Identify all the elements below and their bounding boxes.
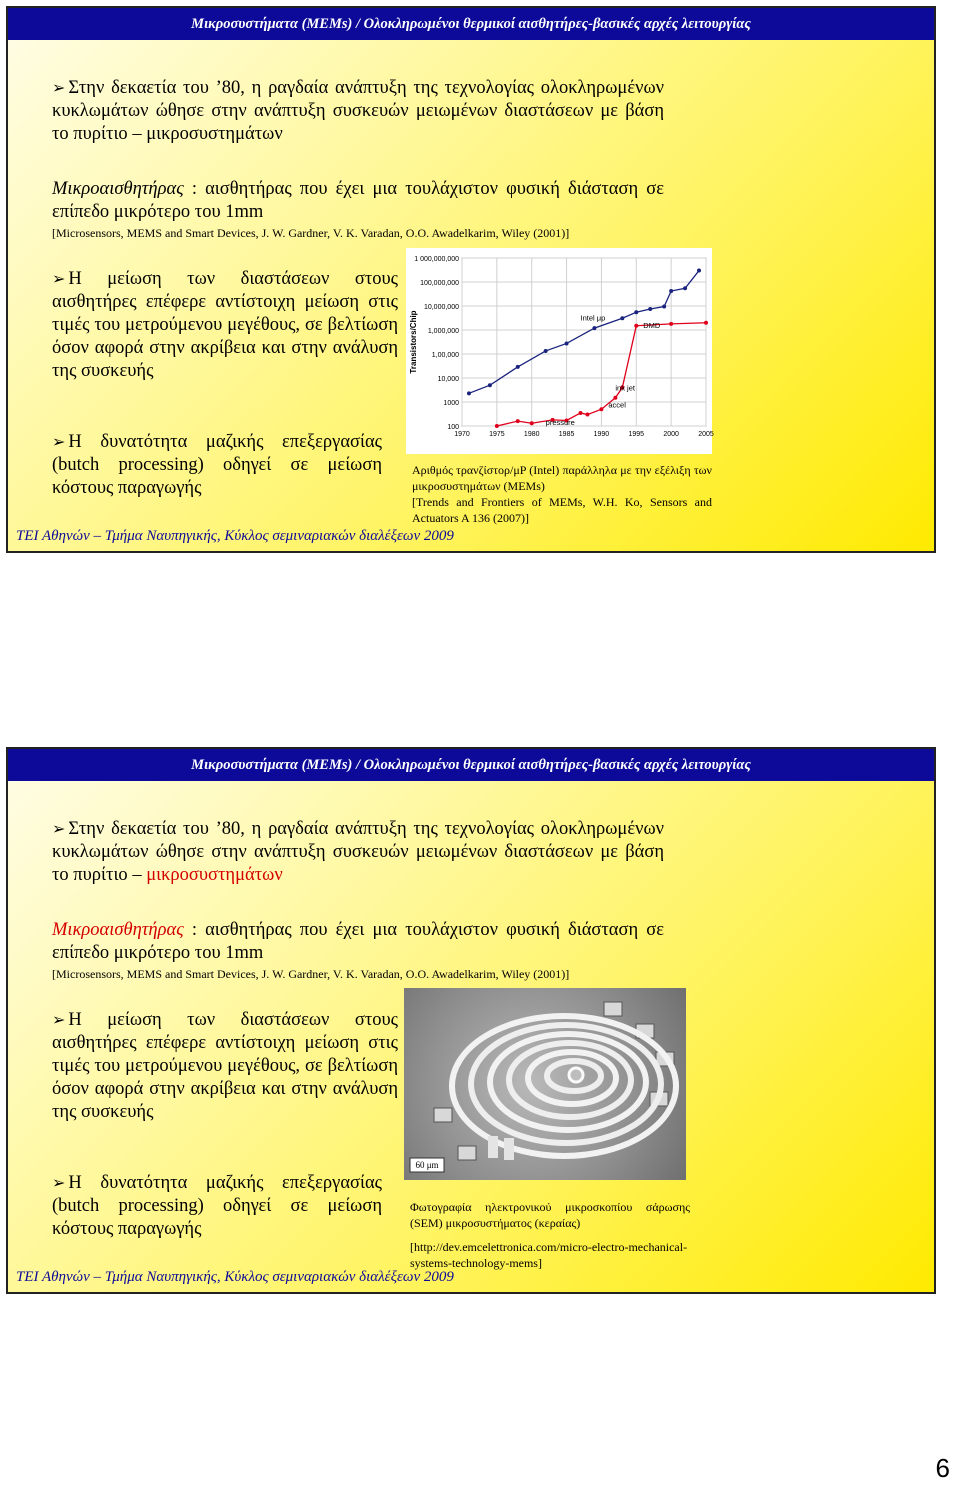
x-tick-label: 1995	[628, 431, 645, 438]
microsystems-highlight: μικροσυστημάτων	[146, 865, 283, 885]
data-point	[530, 421, 534, 425]
data-point	[648, 307, 652, 311]
paragraph-reduction: ➢ Η μείωση των διαστάσεων στους αισθητήρες επέφερε αντίστοιχη μείωση στις τιμές του μετρούμενου μεγέθους, σε βελτίωση όσον αφορά στην ακρίβεια και στην ανάλυση της συσκευής	[52, 269, 398, 381]
microsensor-definition: : αισθητήρας που έχει μια τουλάχιστον φυσική διάσταση σε επίπεδο μικρότερο του 1mm	[52, 179, 665, 222]
y-tick-label: 100,000,000	[420, 280, 459, 287]
sem-caption: Φωτογραφία ηλεκτρονικού μικροσκοπίου σάρωσης (SEM) μικροσυστήματος (κεραίας) [http://dev.emcelettronica.com/micro-electro-mechanical-systems-technology-mems]	[410, 1200, 690, 1270]
slide-footer: ΤΕΙ Αθηνών – Τμήμα Ναυπηγικής, Κύκλος σεμιναριακών διαλέξεων 2009	[16, 528, 454, 544]
data-point	[704, 321, 708, 325]
y-tick-label: 1 000,000,000	[414, 256, 459, 263]
data-point	[669, 289, 673, 293]
y-tick-label: 100	[447, 424, 459, 431]
data-point	[697, 269, 701, 273]
chart-annotation: ink jet	[615, 383, 635, 393]
data-point	[613, 396, 617, 400]
y-tick-label: 1000	[443, 400, 459, 407]
x-tick-label: 2000	[663, 431, 679, 438]
paragraph-reduction: ➢ Η μείωση των διαστάσεων στους αισθητήρες επέφερε αντίστοιχη μείωση στις τιμές του μετρούμενου μεγέθους, σε βελτίωση όσον αφορά στην ακρίβεια και στην ανάλυση της συσκευής	[52, 1010, 398, 1122]
x-tick-label: 1975	[489, 431, 505, 438]
data-point	[516, 419, 520, 423]
dash-text: –	[132, 865, 142, 885]
data-point	[669, 322, 673, 326]
chart-annotation: accel	[608, 400, 626, 410]
chart-annotation: Intel μp	[580, 313, 606, 323]
data-point	[488, 383, 492, 387]
data-point	[634, 324, 638, 328]
reference-gardner: [Microsensors, MEMS and Smart Devices, J. W. Gardner, V. K. Varadan, O.O. Awadelkarim, Wiley (2001)]	[52, 226, 570, 240]
microsensor-term: Μικροαισθητήρας	[52, 179, 184, 199]
y-tick-label: 10,000,000	[423, 304, 459, 311]
chart-annotation: DMD	[643, 321, 661, 331]
x-tick-label: 1990	[593, 431, 610, 438]
plot-area	[462, 258, 706, 426]
microsensor-definition: : αισθητήρας που έχει μια τουλάχιστον φυσική διάσταση σε επίπεδο μικρότερο του 1mm	[52, 920, 665, 963]
data-point	[565, 341, 569, 345]
y-tick-label: 1,000,000	[427, 328, 459, 335]
paragraph-microsensor	[52, 919, 664, 965]
paragraph-batch: ➢ Η δυνατότητα μαζικής επεξεργασίας (butch processing) οδηγεί σε μείωση κόστους παραγωγής	[52, 432, 382, 498]
slide-header: Μικροσυστήματα (MEMs) / Ολοκληρωμένοι θερμικοί αισθητήρες-βασικές αρχές λειτουργίας	[8, 749, 934, 781]
arrow-bullet-icon: ➢	[52, 1173, 66, 1192]
page-number: 6	[935, 1453, 950, 1483]
scale-bar-label: 60 μm	[415, 1160, 439, 1170]
data-point	[585, 413, 589, 417]
data-point	[599, 407, 603, 411]
chart-annotation: pressure	[545, 418, 575, 428]
x-tick-label: 1985	[558, 431, 575, 438]
data-point	[579, 411, 583, 415]
paragraph-batch: ➢ Η δυνατότητα μαζικής επεξεργασίας (butch processing) οδηγεί σε μείωση κόστους παραγωγής	[52, 1173, 382, 1239]
data-point	[683, 286, 687, 290]
x-tick-label: 2005	[698, 431, 714, 438]
paragraph-decade: ➢ Στην δεκαετία του ’80, η ραγδαία ανάπτυξη της τεχνολογίας ολοκληρωμένων κυκλωμάτων ώθησε στην ανάπτυξη συσκευών μειωμένων διαστάσεων με βάση το πυρίτιο – μικροσυστημάτων	[52, 819, 664, 885]
y-tick-label: 10,000	[437, 376, 459, 383]
microsystems-text: μικροσυστημάτων	[146, 124, 283, 144]
y-axis-label: Transistors/Chip	[409, 310, 418, 374]
arrow-bullet-icon: ➢	[52, 819, 66, 838]
dash-text: –	[132, 124, 142, 144]
x-tick-label: 1970	[454, 431, 470, 438]
data-point	[592, 326, 596, 330]
slide-footer: ΤΕΙ Αθηνών – Τμήμα Ναυπηγικής, Κύκλος σεμιναριακών διαλέξεων 2009	[16, 1269, 454, 1285]
chart-svg	[406, 248, 712, 454]
slide-header: Μικροσυστήματα (MEMs) / Ολοκληρωμένοι θερμικοί αισθητήρες-βασικές αρχές λειτουργίας	[8, 8, 934, 40]
data-point	[544, 349, 548, 353]
chart-caption: Αριθμός τρανζίστορ/μP (Intel) παράλληλα με την εξέλιξη των μικροσυστημάτων (MEMs) [Trends and Frontiers of MEMs, W.H. Ko, Sensors and Actuators A 136 (2007)]	[412, 463, 712, 525]
transistors-chart	[406, 248, 712, 454]
arrow-bullet-icon: ➢	[52, 78, 66, 97]
data-point	[620, 316, 624, 320]
data-point	[662, 305, 666, 309]
sem-spiral-image	[404, 988, 686, 1180]
x-tick-label: 1980	[523, 431, 540, 438]
paragraph-decade: ➢ Στην δεκαετία του ’80, η ραγδαία ανάπτυξη της τεχνολογίας ολοκληρωμένων κυκλωμάτων ώθησε στην ανάπτυξη συσκευών μειωμένων διαστάσεων με βάση το πυρίτιο – μικροσυστημάτων	[52, 78, 664, 144]
data-point	[516, 365, 520, 369]
data-point	[634, 310, 638, 314]
arrow-bullet-icon: ➢	[52, 1010, 66, 1029]
paragraph-microsensor	[52, 178, 664, 224]
data-point	[467, 391, 471, 395]
arrow-bullet-icon: ➢	[52, 269, 66, 288]
sem-photo	[404, 988, 686, 1180]
data-point	[495, 424, 499, 428]
arrow-bullet-icon: ➢	[52, 432, 66, 451]
y-tick-label: 1,00,000	[431, 352, 459, 359]
reference-gardner: [Microsensors, MEMS and Smart Devices, J. W. Gardner, V. K. Varadan, O.O. Awadelkarim, Wiley (2001)]	[52, 967, 570, 981]
microsensor-term: Μικροαισθητήρας	[52, 920, 184, 940]
